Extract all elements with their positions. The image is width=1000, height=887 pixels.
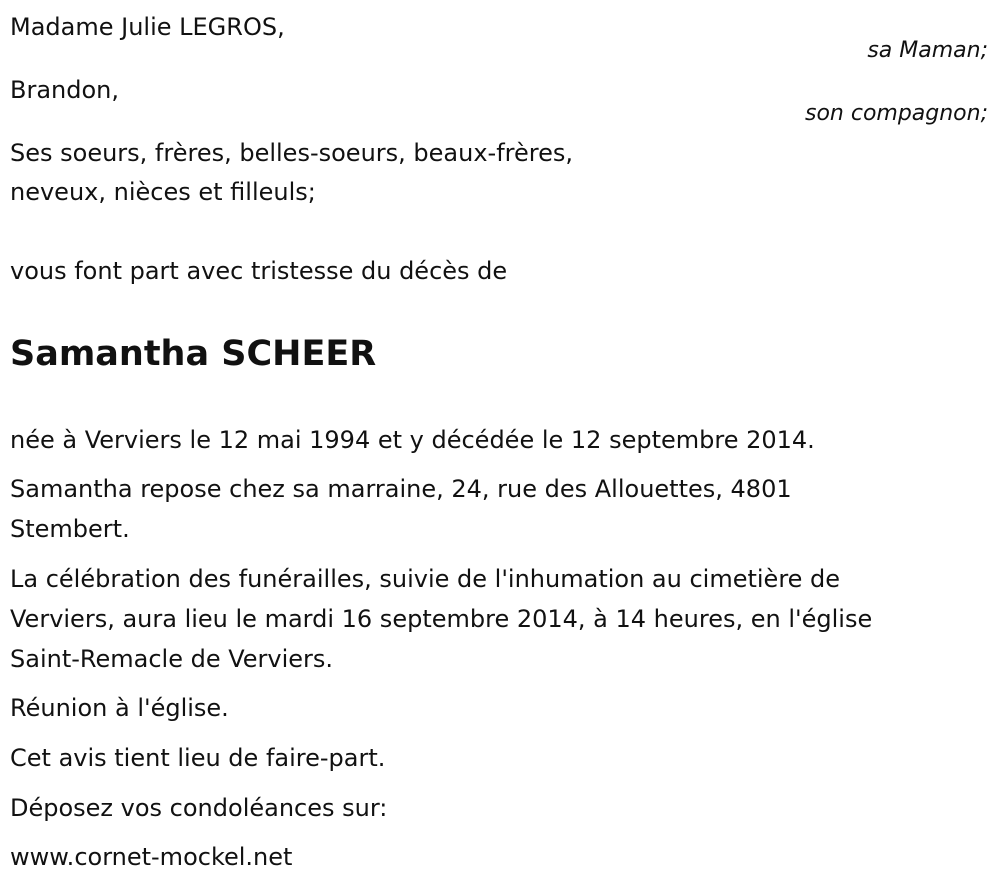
rest-place-line-2: Stembert.	[10, 515, 130, 543]
partner-role: son compagnon;	[804, 101, 988, 126]
funeral-line-2: Verviers, aura lieu le mardi 16 septembre 2014, à 14 heures, en l'église	[10, 605, 873, 633]
meeting-line: Réunion à l'église.	[10, 694, 229, 722]
mother-name: Madame Julie LEGROS,	[10, 13, 285, 41]
rest-place-line-1: Samantha repose chez sa marraine, 24, rue des Allouettes, 4801	[10, 475, 792, 503]
partner-name: Brandon,	[10, 76, 120, 104]
siblings-line-1: Ses soeurs, frères, belles-soeurs, beaux-frères,	[10, 139, 573, 167]
notice-line: Cet avis tient lieu de faire-part.	[10, 744, 386, 772]
website-link[interactable]: www.cornet-mockel.net	[10, 843, 293, 871]
deceased-name: Samantha SCHEER	[10, 334, 377, 374]
condolences-line: Déposez vos condoléances sur:	[10, 794, 388, 822]
funeral-line-1: La célébration des funérailles, suivie de l'inhumation au cimetière de	[10, 565, 841, 593]
birth-death-line: née à Verviers le 12 mai 1994 et y décédée le 12 septembre 2014.	[10, 426, 815, 454]
announcement: vous font part avec tristesse du décès de	[10, 257, 508, 285]
funeral-line-3: Saint-Remacle de Verviers.	[10, 645, 334, 673]
siblings-line-2: neveux, nièces et filleuls;	[10, 178, 316, 206]
mother-role: sa Maman;	[867, 38, 988, 63]
